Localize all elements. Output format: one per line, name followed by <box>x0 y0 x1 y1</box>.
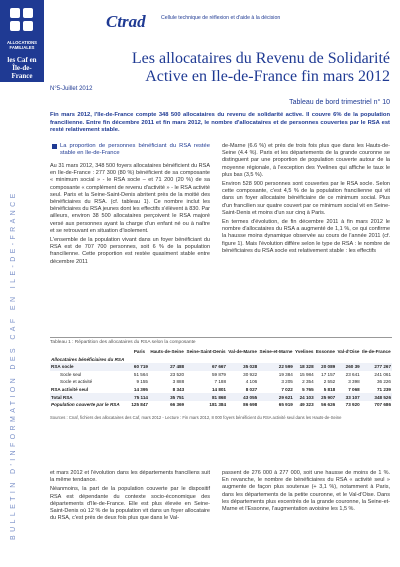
article-column-right-bottom <box>222 470 390 515</box>
table-cell: 14 395 <box>133 387 148 392</box>
table-cell: 125 847 <box>131 402 148 408</box>
table-cell: 2 552 <box>323 379 336 385</box>
table-cell: 56 626 <box>321 402 336 408</box>
table-cell: 51 564 <box>133 371 148 377</box>
article-column-right <box>222 143 390 257</box>
table-cell: 2 354 <box>302 379 314 385</box>
table-cell: 7 188 <box>214 379 226 385</box>
table-cell <box>315 356 337 364</box>
table-cell: 35 751 <box>149 393 185 401</box>
table-cell: 277 267 <box>361 363 392 371</box>
paragraph: et mars 2012 et l'évolution dans les départements franciliens suit la même tendance. <box>50 470 210 484</box>
table-cell <box>149 356 185 364</box>
table-cell: 7 068 <box>348 387 360 392</box>
column-header: Seine-Saint-Denis <box>186 349 226 354</box>
table-cell: 36 226 <box>376 379 391 385</box>
paragraph: de-Marne (6.6 %) et près de trois fois plus que dans les Hauts-de-Seine (4.4 %). Paris et les départements de la grande couronne se distinguent par une proportion de population couverte autour de la moyenne régionale, à l'exception des Yvelines qui affiche le taux le plus bas (3,5 %). <box>222 143 390 178</box>
row-label: Socle seul <box>60 371 82 377</box>
table-cell: 27 488 <box>149 363 185 371</box>
table-row <box>50 393 392 401</box>
article-column-left-bottom <box>50 470 210 524</box>
article-column-left <box>50 143 210 268</box>
vertical-bulletin-label: BULLETIN D'INFORMATION DES CAF EN ILE-DE-FRANCE <box>10 190 17 540</box>
table-cell <box>185 356 227 364</box>
table-cell: 59 879 <box>211 371 226 377</box>
table-cell: 33 107 <box>336 393 361 401</box>
table-cell: 65 919 <box>278 402 293 408</box>
table-cell: 14 801 <box>211 387 226 392</box>
table-cell <box>361 356 392 364</box>
table-cell: 20 089 <box>315 363 337 371</box>
paragraph: L'ensemble de la population vivant dans un foyer bénéficiant du RSA est de 707 700 personnes, soit 6 % de la population francilienne. Cette proportion est restée quasiment stable entre décembre 2011 <box>50 237 210 265</box>
table-cell: 60 719 <box>130 363 149 371</box>
table-cell: 23 520 <box>170 371 185 377</box>
table-cell: 241 061 <box>374 371 391 377</box>
table-row <box>50 363 392 371</box>
ctrad-logo: Ctrad <box>106 12 146 31</box>
table-cell: 71 239 <box>376 387 391 392</box>
table-cell: 43 055 <box>227 393 258 401</box>
table-cell: 7 022 <box>281 387 293 392</box>
table-row <box>50 378 392 386</box>
table-cell: 81 868 <box>185 393 227 401</box>
column-header: Yvelines <box>295 349 314 354</box>
table-cell: 707 686 <box>374 402 391 408</box>
table-cell: 73 920 <box>345 402 360 408</box>
table-row <box>50 371 392 379</box>
table-caption: Tableau 1 : Répartition des allocataires du RSA selon la composante <box>50 337 392 345</box>
column-header: Ile-de-France <box>362 349 391 354</box>
table-cell <box>294 356 315 364</box>
table-cell: 348 526 <box>361 393 392 401</box>
table-cell: 75 114 <box>130 393 149 401</box>
table-cell: 25 907 <box>315 393 337 401</box>
table-row <box>50 401 392 409</box>
table-cell: 5 765 <box>302 387 314 392</box>
issue-number: N°5-Juillet 2012 <box>50 86 93 92</box>
rsa-table <box>50 348 392 409</box>
row-label: Socle et activité <box>60 379 93 385</box>
table-cell: 67 667 <box>185 363 227 371</box>
table-cell: 8 343 <box>172 387 185 392</box>
table-cell: 17 157 <box>321 371 336 377</box>
paragraph: Néanmoins, la part de la population couverte par le dispositif RSA est dépendante du contexte socio-économique des départements d'Ile-de-France. Elle est plus élevée en Seine-Saint-Denis où 12 % de la population vit dans un foyer allocataire du RSA, c'est près de deux fois plus que dans le Val- <box>50 486 210 522</box>
table-row <box>50 356 392 364</box>
lead-paragraph: Fin mars 2012, l'Ile-de-France compte 348 500 allocataires du revenu de solidarité active. Il couvre 6% de la population francilienne. Entre fin décembre 2011 et fin mars 2012, le nombre d'allocataires et de personnes couvertes par le RSA est resté relativement stable. <box>50 112 390 133</box>
table-cell: 3 205 <box>281 379 293 385</box>
row-label: Total RSA <box>50 393 130 401</box>
table-cell <box>336 356 361 364</box>
paragraph: Environ 528 900 personnes sont couvertes par le RSA socle. Selon cette composante, c'est 4,5 % de la population francilienne qui vit dans un foyer allocataire bénéficiaire de ce minimum social. Plus d'un francilien sur quatre couvert par ce minimum social vit en Seine-Saint-Denis et moins d'un sur cinq à Paris. <box>222 181 390 216</box>
page-subtitle: Tableau de bord trimestriel n° 10 <box>289 99 390 106</box>
paragraph: passent de 276 000 à 277 000, soit une hausse de moins de 1 %. En revanche, le nombre de bénéficiaires du RSA « activité seul » augmente de façon plus soutenue (+ 3,1 %), notamment à Paris, dans les départements de la petite couronne, et le Val-d'Oise. Dans les départements plus excentrés de la grande couronne, la Seine-et-Marne et l'Essonne, l'augmentation avoisine les 1,5 %. <box>222 470 390 513</box>
table-cell: 22 599 <box>258 363 294 371</box>
column-header: Essonne <box>315 349 335 354</box>
row-label: Allocataires bénéficiaires du RSA <box>51 356 125 362</box>
page-title: Les allocataires du Revenu de Solidarité Active en Ile-de-France fin mars 2012 <box>131 50 390 85</box>
caf-logo <box>0 0 44 82</box>
table-header-row <box>50 348 392 356</box>
table-cell <box>227 356 258 364</box>
logo-allocations: ALLOCATIONS FAMILIALES <box>7 40 37 50</box>
table-cell: 35 028 <box>227 363 258 371</box>
table-source: Sources : Cnaf, fichiers des allocataires des Caf, mars 2012 - Lecture : Fin mars 2012, 8 000 foyers bénéficient du RSA activité seul dans les Hauts-de-Seine <box>50 414 342 420</box>
table-cell: 15 984 <box>299 371 314 377</box>
table-cell: 19 384 <box>278 371 293 377</box>
caf-logo-icon <box>10 8 34 32</box>
left-band <box>0 0 44 567</box>
table-cell: 9 155 <box>136 379 148 385</box>
paragraph: Au 31 mars 2012, 348 500 foyers allocataires bénéficient du RSA en Ile-de-France : 277 300 (80 %) bénéficient de sa composante « minimum social » - le RSA socle – et 71 200 (20 %) de sa composante « complément de revenu d'activité » - le RSA activité seul. Paris et la Seine-Saint-Denis abritent près de la moitié des bénéficiaires du RSA. (cf. tableau 1). Ce nombre inclut les bénéficiaires du RSA jeunes dont les effectifs s'élèvent à 830. Par ailleurs, environ 38 500 allocataires perçoivent le RSA majoré versé aux personnes ayant la charge d'un enfant né ou à naître et se retrouvant en situation d'isolement. <box>50 163 210 234</box>
paragraph: En termes d'évolution, de fin décembre 2011 à fin mars 2012 le nombre d'allocataires du RSA a augmenté de 1,1 %, ce qui confirme la hausse moins dynamique observée au cours de l'année 2011 (cf. figure 1). Mais l'évolution diffère selon le type de RSA : le nombre de bénéficiaires du RSA socle est relativement stable : les effectifs <box>222 219 390 254</box>
table-cell: 4 106 <box>245 379 258 385</box>
table-cell: 30 922 <box>243 371 258 377</box>
table-cell: 3 398 <box>348 379 360 385</box>
table-cell <box>258 356 294 364</box>
column-header: Val-d'Oise <box>337 349 360 354</box>
table-cell: 86 698 <box>243 402 258 408</box>
table-cell: 24 103 <box>294 393 315 401</box>
table-cell <box>130 356 149 364</box>
column-header: Val-de-Marne <box>228 349 257 354</box>
table-cell: 181 384 <box>209 402 226 408</box>
table-body <box>50 356 392 409</box>
column-header: Paris <box>133 349 146 354</box>
logo-caf-text: les Caf en Île-de-France <box>7 56 37 80</box>
table-cell: 29 621 <box>258 393 294 401</box>
rsa-table-block <box>50 337 392 420</box>
table-cell: 260 39 <box>336 363 361 371</box>
ctrad-tagline: Cellule technique de réflexion et d'aide à la décision <box>161 15 281 21</box>
row-label: RSA activité seul <box>51 387 89 392</box>
table-cell: 8 027 <box>245 387 258 392</box>
table-cell: 5 818 <box>323 387 336 392</box>
section-heading: La proportion de personnes bénéficiant du RSA restée stable en Ile-de-France <box>50 143 210 157</box>
table-cell: 3 888 <box>172 379 185 385</box>
column-header: Hauts-de-Seine <box>150 349 184 354</box>
row-label: Population couverte par le RSA <box>51 402 120 408</box>
table-row <box>50 386 392 394</box>
table-cell: 18 328 <box>294 363 315 371</box>
table-cell: 66 369 <box>170 402 185 408</box>
column-header: Seine-et-Marne <box>259 349 293 354</box>
table-cell: 23 641 <box>345 371 360 377</box>
table-cell: 49 323 <box>299 402 314 408</box>
row-label: RSA socle <box>50 363 130 371</box>
